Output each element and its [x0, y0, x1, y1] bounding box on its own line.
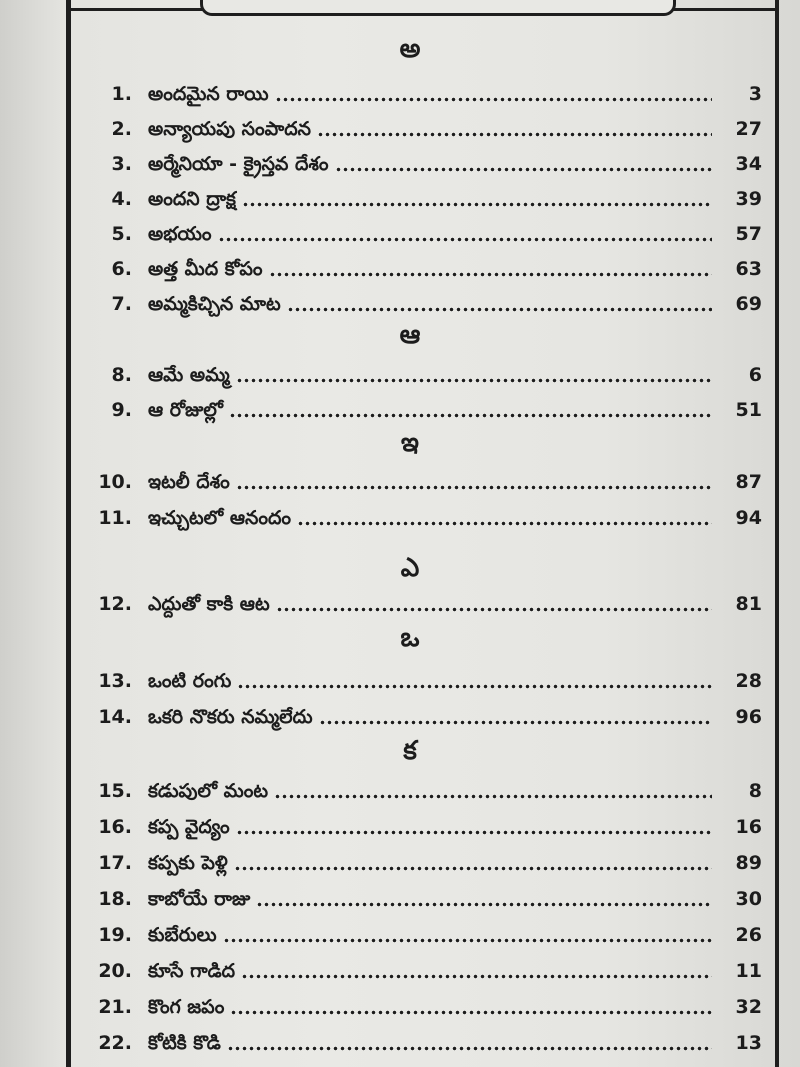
entry-title: కొంగ జపం [148, 996, 225, 1018]
entry-title: అమ్మకిచ్చిన మాట [148, 293, 281, 315]
entry-page-number: 13 [735, 1032, 762, 1054]
entry-title: ఎద్దుతో కాకి ఆట [148, 593, 270, 615]
entry-number: 13. [98, 670, 132, 692]
toc-entry[interactable] [70, 79, 770, 109]
entry-title: ఆ రోజుల్లో [148, 399, 223, 421]
entry-title: ఆమే అమ్మ [148, 364, 230, 386]
dot-leader [287, 307, 712, 312]
entry-title: కప్పకు పెళ్లి [148, 852, 228, 874]
toc-entry[interactable] [70, 467, 770, 497]
entry-number: 1. [111, 83, 132, 105]
dot-leader [256, 902, 712, 907]
toc-entry[interactable] [70, 956, 770, 986]
entry-title: కోటికి కొడి [148, 1032, 221, 1054]
dot-leader [276, 607, 712, 612]
toc-entry[interactable] [70, 219, 770, 249]
entry-title: అభయం [148, 223, 212, 245]
entry-page-number: 30 [735, 888, 762, 910]
section-heading: ఒ [400, 623, 420, 653]
entry-number: 8. [111, 364, 132, 386]
toc-entry[interactable] [70, 589, 770, 619]
section-heading: క [403, 736, 417, 766]
entry-page-number: 69 [735, 293, 762, 315]
entry-page-number: 28 [735, 670, 762, 692]
dot-leader [236, 830, 712, 835]
toc-entry[interactable] [70, 289, 770, 319]
entry-page-number: 96 [735, 706, 762, 728]
entry-number: 6. [111, 258, 132, 280]
entry-title: ఒకరి నొకరు నమ్మలేదు [148, 706, 313, 728]
dot-leader [242, 202, 712, 207]
dot-leader [230, 1010, 712, 1015]
entry-page-number: 34 [735, 153, 762, 175]
entry-title: ఇటలీ దేశం [148, 471, 230, 493]
dot-leader [319, 720, 712, 725]
entry-page-number: 26 [735, 924, 762, 946]
entry-page-number: 11 [735, 960, 762, 982]
entry-number: 9. [111, 399, 132, 421]
entry-number: 11. [98, 507, 132, 529]
entry-title: కాబోయే రాజు [148, 888, 251, 910]
dot-leader [269, 272, 712, 277]
dot-leader [218, 237, 712, 242]
dot-leader [236, 485, 712, 490]
dot-leader [237, 684, 712, 689]
entry-number: 14. [98, 706, 132, 728]
entry-number: 19. [98, 924, 132, 946]
toc-entry[interactable] [70, 920, 770, 950]
section-heading: అ [399, 34, 421, 64]
toc-entry[interactable] [70, 395, 770, 425]
toc-entry[interactable] [70, 503, 770, 533]
entry-number: 2. [111, 118, 132, 140]
toc-entry[interactable] [70, 702, 770, 732]
entry-title: కూసే గాడిద [148, 960, 236, 982]
entry-number: 3. [111, 153, 132, 175]
toc-entry[interactable] [70, 254, 770, 284]
entry-title: అందమైన రాయి [148, 83, 269, 105]
entry-page-number: 51 [735, 399, 762, 421]
dot-leader [227, 1046, 712, 1051]
entry-title: అందని ద్రాక్ష [148, 188, 236, 210]
dot-leader [229, 413, 712, 418]
toc-entry[interactable] [70, 666, 770, 696]
entry-number: 17. [98, 852, 132, 874]
toc-entry[interactable] [70, 149, 770, 179]
entry-number: 20. [98, 960, 132, 982]
entry-page-number: 39 [735, 188, 762, 210]
entry-page-number: 16 [735, 816, 762, 838]
section-heading: ఆ [399, 320, 421, 350]
section-heading: ఎ [400, 553, 420, 583]
toc-entry[interactable] [70, 360, 770, 390]
toc-entry[interactable] [70, 1028, 770, 1058]
entry-page-number: 8 [748, 780, 762, 802]
dot-leader [236, 378, 712, 383]
entry-page-number: 3 [748, 83, 762, 105]
entry-number: 22. [98, 1032, 132, 1054]
entry-number: 4. [111, 188, 132, 210]
dot-leader [241, 974, 712, 979]
toc-entry[interactable] [70, 776, 770, 806]
entry-title: ఇచ్చుటలో ఆనందం [148, 507, 291, 529]
entry-number: 10. [98, 471, 132, 493]
section-heading: ఇ [401, 428, 419, 458]
toc-entry[interactable] [70, 114, 770, 144]
entry-title: అర్మేనియా - క్రైస్తవ దేశం [148, 153, 329, 175]
dot-leader [234, 866, 712, 871]
entry-title: అన్యాయపు సంపాదన [148, 118, 311, 140]
entry-number: 18. [98, 888, 132, 910]
entry-page-number: 63 [735, 258, 762, 280]
dot-leader [317, 132, 712, 137]
entry-page-number: 57 [735, 223, 762, 245]
entry-number: 12. [98, 593, 132, 615]
toc-entry[interactable] [70, 992, 770, 1022]
dot-leader [223, 938, 712, 943]
entry-number: 5. [111, 223, 132, 245]
entry-page-number: 89 [735, 852, 762, 874]
toc-entry[interactable] [70, 812, 770, 842]
dot-leader [275, 97, 712, 102]
entry-page-number: 32 [735, 996, 762, 1018]
entry-number: 21. [98, 996, 132, 1018]
toc-entry[interactable] [70, 184, 770, 214]
entry-number: 16. [98, 816, 132, 838]
toc-entry[interactable] [70, 884, 770, 914]
entry-title: ఒంటి రంగు [148, 670, 232, 692]
entry-title: కుబేరులు [148, 924, 217, 946]
dot-leader [297, 521, 712, 526]
entry-title: కప్ప వైద్యం [148, 816, 230, 838]
entry-title: అత్త మీద కోపం [148, 258, 263, 280]
entry-number: 7. [111, 293, 132, 315]
dot-leader [274, 794, 712, 799]
dot-leader [335, 167, 712, 172]
entry-page-number: 27 [735, 118, 762, 140]
entry-page-number: 81 [735, 593, 762, 615]
entry-page-number: 6 [748, 364, 762, 386]
toc-entry[interactable] [70, 848, 770, 878]
entry-title: కడుపులో మంట [148, 780, 269, 802]
entry-number: 15. [98, 780, 132, 802]
entry-page-number: 94 [735, 507, 762, 529]
entry-page-number: 87 [735, 471, 762, 493]
